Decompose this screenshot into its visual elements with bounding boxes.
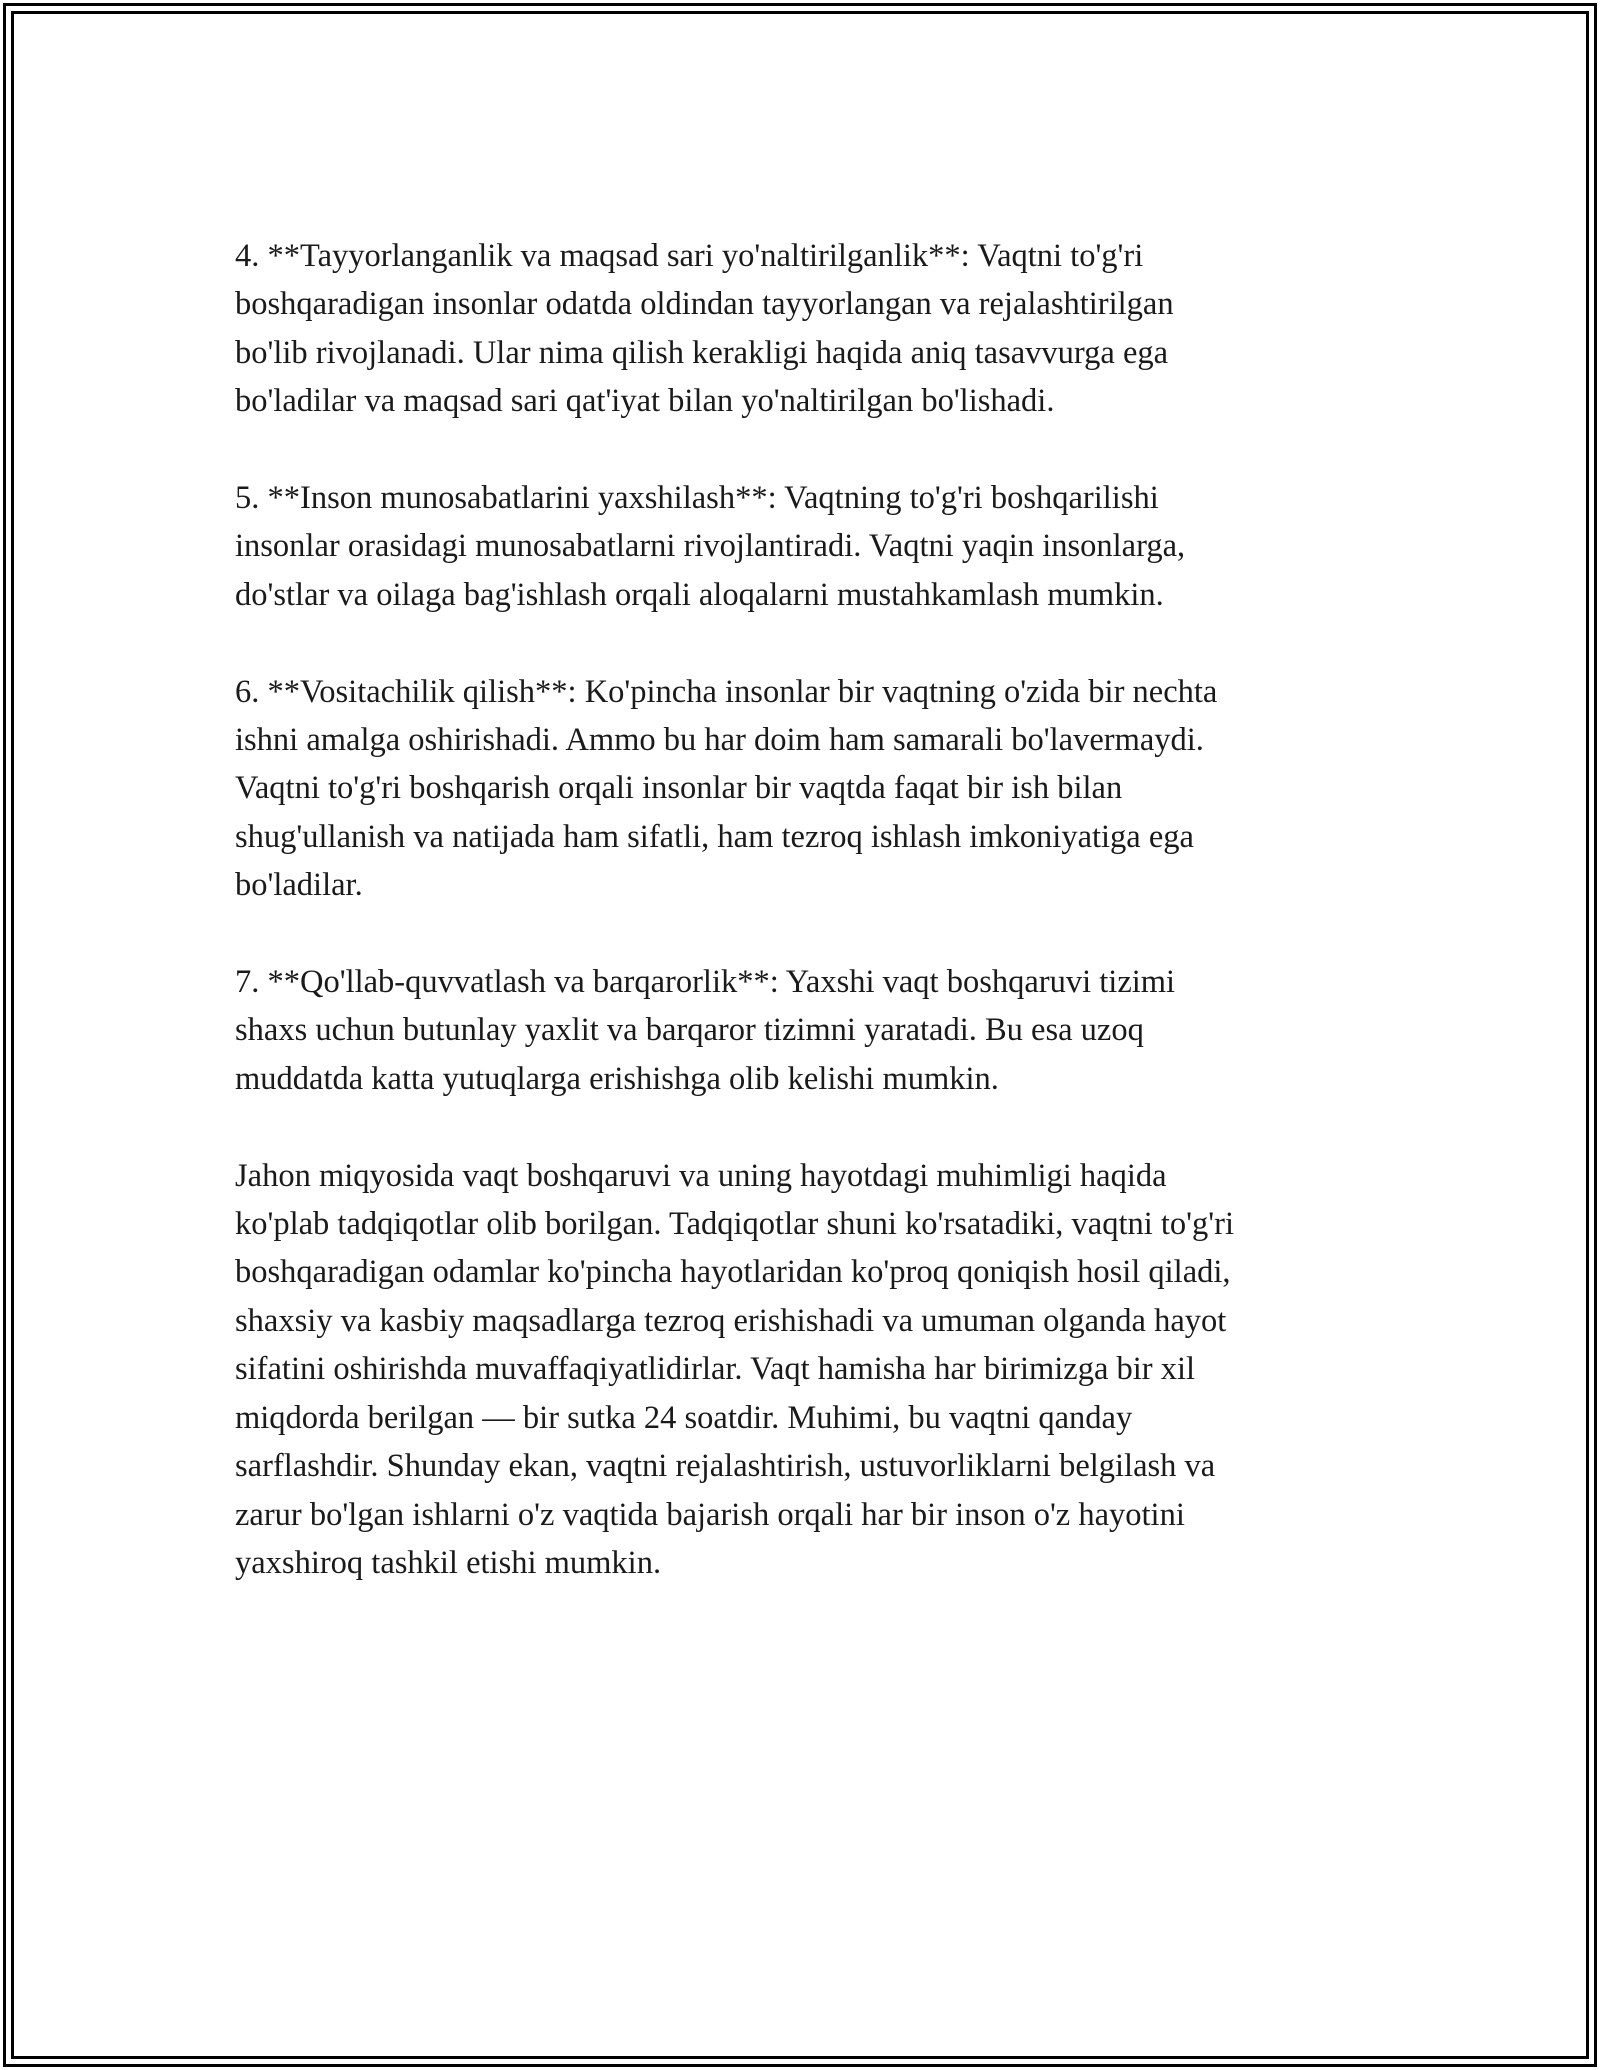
paragraph-item-5: 5. **Inson munosabatlarini yaxshilash**: Vaqtning to'g'ri boshqarilishi insonlar orasidagi munosabatlarni rivojlantiradi. Vaqtni yaqin insonlarga, do'stlar va oilaga bag'ishlash orqali aloqalarni mustahkamlash mumkin. bbox=[235, 480, 1186, 613]
paragraph-item-7: 7. **Qo'llab-quvvatlash va barqarorlik**: Yaxshi vaqt boshqaruvi tizimi shaxs uchun butunlay yaxlit va barqaror tizimni yaratadi. Bu esa uzoq muddatda katta yutuqlarga erishishga olib kelishi mumkin. bbox=[235, 964, 1176, 1097]
document-body bbox=[235, 232, 1385, 1587]
paragraph-item-6: 6. **Vositachilik qilish**: Ko'pincha insonlar bir vaqtning o'zida bir nechta ishni amalga oshirishadi. Ammo bu har doim ham samarali bo'lavermaydi. Vaqtni to'g'ri boshqarish orqali insonlar bir vaqtda faqat bir ish bilan shug'ullanish va natijada ham sifatli, ham tezroq ishlash imkoniyatiga ega bo'ladilar. bbox=[235, 673, 1218, 904]
paragraph-conclusion: Jahon miqyosida vaqt boshqaruvi va uning hayotdagi muhimligi haqida ko'plab tadqiqotlar olib borilgan. Tadqiqotlar shuni ko'rsatadiki, vaqtni to'g'ri boshqaradigan odamlar ko'pincha hayotlaridan ko'proq qoniqish hosil qiladi, shaxsiy va kasbiy maqsadlarga tezroq erishishadi va umuman olganda hayot sifatini oshirishda muvaffaqiyatlidirlar. Vaqt hamisha har birimizga bir xil miqdorda berilgan — bir sutka 24 soatdir. Muhimi, bu vaqtni qanday sarflashdir. Shunday ekan, vaqtni rejalashtirish, ustuvorliklarni belgilash va zarur bo'lgan ishlarni o'z vaqtida bajarish orqali har bir inson o'z hayotini yaxshiroq tashkil etishi mumkin. bbox=[235, 1157, 1234, 1581]
paragraph-item-4: 4. **Tayyorlanganlik va maqsad sari yo'naltirilganlik**: Vaqtni to'g'ri boshqaradigan insonlar odatda oldindan tayyorlangan va rejalashtirilgan bo'lib rivojlanadi. Ular nima qilish kerakligi haqida aniq tasavvurga ega bo'ladilar va maqsad sari qat'iyat bilan yo'naltirilgan bo'lishadi. bbox=[235, 238, 1174, 420]
